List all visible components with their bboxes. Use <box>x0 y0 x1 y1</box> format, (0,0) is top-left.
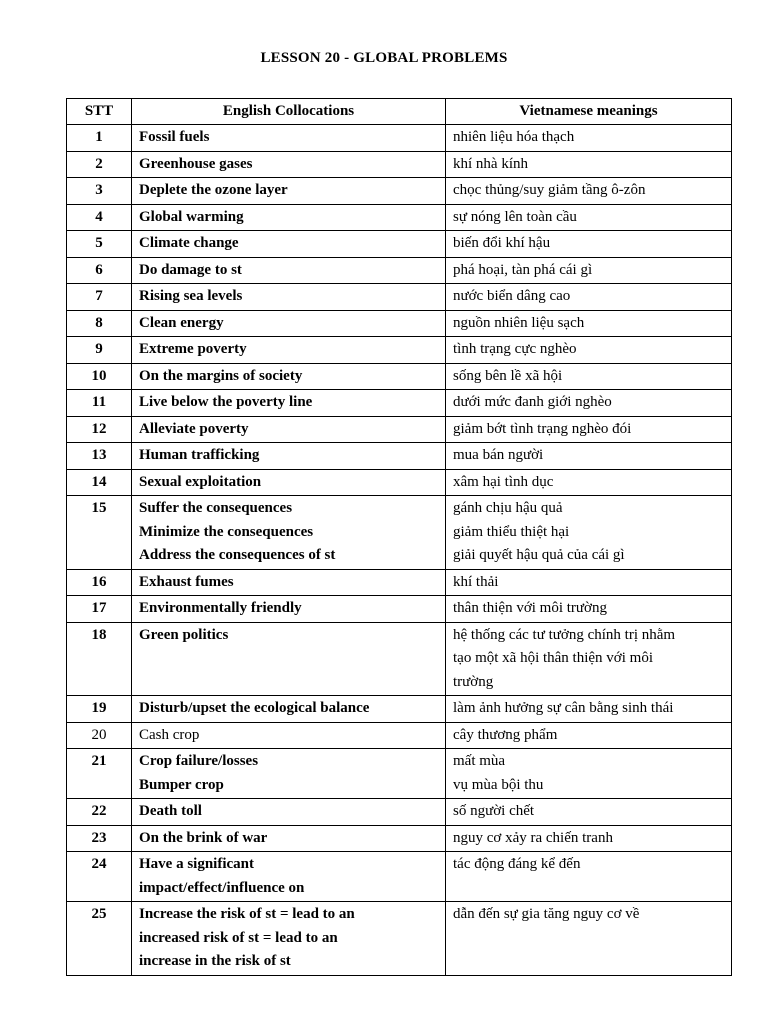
english-collocation-cell <box>132 204 446 231</box>
table-row <box>67 722 732 749</box>
english-collocation-cell <box>132 825 446 852</box>
english-collocation-cell <box>132 496 446 570</box>
row-number: 21 <box>67 749 132 799</box>
vietnamese-meaning: mất mùa <box>453 753 506 769</box>
vietnamese-meaning: tình trạng cực nghèo <box>453 341 577 357</box>
table-row <box>67 363 732 390</box>
table-row <box>67 231 732 258</box>
english-collocation: Greenhouse gases <box>139 155 253 172</box>
table-row <box>67 337 732 364</box>
row-number: 9 <box>67 337 132 364</box>
vietnamese-meaning-cell <box>446 469 732 496</box>
vietnamese-meaning-cell <box>446 696 732 723</box>
vietnamese-meaning-cell <box>446 390 732 417</box>
row-number: 24 <box>67 852 132 902</box>
vietnamese-meaning: xâm hại tình dục <box>453 473 554 490</box>
english-collocation: Alleviate poverty <box>139 420 249 437</box>
english-collocation-cell <box>132 799 446 826</box>
english-collocation-cell <box>132 469 446 496</box>
english-collocation-cell <box>132 696 446 723</box>
english-collocation: Death toll <box>139 803 202 819</box>
table-row <box>67 257 732 284</box>
table-body <box>67 125 732 976</box>
table-row <box>67 569 732 596</box>
vietnamese-meaning-cell <box>446 204 732 231</box>
vietnamese-meaning: khí nhà kính <box>453 155 528 172</box>
vietnamese-meaning: nguy cơ xảy ra chiến tranh <box>453 829 613 846</box>
vietnamese-meaning: dẫn đến sự gia tăng nguy cơ về <box>453 906 640 922</box>
row-number: 2 <box>67 151 132 178</box>
vietnamese-meaning-cell <box>446 337 732 364</box>
row-number: 3 <box>67 178 132 205</box>
vietnamese-meaning-cell <box>446 799 732 826</box>
vietnamese-meaning: tạo một xã hội thân thiện với môi <box>453 650 653 666</box>
row-number: 5 <box>67 231 132 258</box>
table-row <box>67 469 732 496</box>
vietnamese-meaning-cell <box>446 178 732 205</box>
english-collocation: On the margins of society <box>139 367 303 384</box>
vietnamese-meaning-cell <box>446 443 732 470</box>
row-number: 1 <box>67 125 132 152</box>
english-collocation: Rising sea levels <box>139 288 243 304</box>
vocabulary-table <box>66 98 732 976</box>
english-collocation: impact/effect/influence on <box>139 879 305 896</box>
vietnamese-meaning: nguồn nhiên liệu sạch <box>453 314 585 331</box>
vietnamese-meaning: gánh chịu hậu quả <box>453 500 563 516</box>
vietnamese-meaning: biến đổi khí hậu <box>453 235 551 251</box>
vietnamese-meaning: giảm bớt tình trạng nghèo đói <box>453 420 632 437</box>
vietnamese-meaning-cell <box>446 151 732 178</box>
row-number: 6 <box>67 257 132 284</box>
vietnamese-meaning-cell <box>446 416 732 443</box>
vietnamese-meaning: phá hoại, tàn phá cái gì <box>453 261 593 278</box>
table-row <box>67 390 732 417</box>
english-collocation: Disturb/upset the ecological balance <box>139 700 370 716</box>
table-row <box>67 416 732 443</box>
english-collocation: Bumper crop <box>139 776 224 793</box>
english-collocation-cell <box>132 722 446 749</box>
row-number: 14 <box>67 469 132 496</box>
vietnamese-meaning: làm ảnh hưởng sự cân bằng sinh thái <box>453 700 674 716</box>
vietnamese-meaning: giải quyết hậu quả của cái gì <box>453 547 625 563</box>
vietnamese-meaning: mua bán người <box>453 447 544 463</box>
row-number: 4 <box>67 204 132 231</box>
english-collocation-cell <box>132 125 446 152</box>
table-row <box>67 696 732 723</box>
table-row <box>67 443 732 470</box>
vietnamese-meaning-cell <box>446 363 732 390</box>
vietnamese-meaning: giảm thiểu thiệt hại <box>453 523 570 540</box>
english-collocation: Deplete the ozone layer <box>139 182 288 198</box>
vietnamese-meaning-cell <box>446 284 732 311</box>
english-collocation: Suffer the consequences <box>139 500 293 516</box>
english-collocation-cell <box>132 337 446 364</box>
vietnamese-meaning-cell <box>446 749 732 799</box>
table-row <box>67 852 732 902</box>
row-number: 17 <box>67 596 132 623</box>
row-number: 8 <box>67 310 132 337</box>
vietnamese-meaning-cell <box>446 622 732 696</box>
vietnamese-meaning: nhiên liệu hóa thạch <box>453 129 575 145</box>
row-number: 23 <box>67 825 132 852</box>
english-collocation: Green politics <box>139 626 229 643</box>
vietnamese-meaning: tác động đáng kể đến <box>453 856 581 872</box>
table-row <box>67 622 732 696</box>
row-number: 7 <box>67 284 132 311</box>
english-collocation: Environmentally friendly <box>139 600 302 616</box>
table-row <box>67 749 732 799</box>
page-title: LESSON 20 - GLOBAL PROBLEMS <box>260 50 508 66</box>
english-collocation: Crop failure/losses <box>139 753 259 769</box>
vietnamese-meaning: sự nóng lên toàn cầu <box>453 208 577 225</box>
vietnamese-meaning: khí thải <box>453 573 499 590</box>
english-collocation: Clean energy <box>139 314 224 331</box>
vietnamese-meaning: thân thiện với môi trường <box>453 600 607 616</box>
english-collocation-cell <box>132 390 446 417</box>
row-number: 20 <box>67 722 132 749</box>
table-row <box>67 284 732 311</box>
row-number: 18 <box>67 622 132 696</box>
english-collocation: Have a significant <box>139 856 254 872</box>
english-collocation: On the brink of war <box>139 829 268 846</box>
english-collocation-cell <box>132 749 446 799</box>
english-collocation-cell <box>132 363 446 390</box>
english-collocation: Sexual exploitation <box>139 473 262 490</box>
row-number: 22 <box>67 799 132 826</box>
table-row <box>67 799 732 826</box>
english-collocation: Exhaust fumes <box>139 573 234 590</box>
english-collocation: Extreme poverty <box>139 341 247 357</box>
row-number: 13 <box>67 443 132 470</box>
english-collocation: increased risk of st = lead to an <box>139 929 338 946</box>
header-vietnamese-meanings: Vietnamese meanings <box>446 99 732 125</box>
table-row <box>67 151 732 178</box>
header-english-collocations: English Collocations <box>132 99 446 125</box>
english-collocation: Climate change <box>139 235 239 251</box>
vietnamese-meaning-cell <box>446 231 732 258</box>
vietnamese-meaning-cell <box>446 902 732 976</box>
english-collocation: Do damage to st <box>139 261 242 278</box>
row-number: 25 <box>67 902 132 976</box>
table-row <box>67 825 732 852</box>
english-collocation: Human trafficking <box>139 447 260 463</box>
english-collocation-cell <box>132 151 446 178</box>
vietnamese-meaning-cell <box>446 852 732 902</box>
english-collocation: Address the consequences of st <box>139 547 336 563</box>
english-collocation: Live below the poverty line <box>139 394 313 410</box>
english-collocation-cell <box>132 852 446 902</box>
english-collocation: Cash crop <box>139 726 200 743</box>
english-collocation: Global warming <box>139 208 244 225</box>
row-number: 19 <box>67 696 132 723</box>
table-row <box>67 178 732 205</box>
table-row <box>67 596 732 623</box>
table-row <box>67 902 732 976</box>
english-collocation: increase in the risk of st <box>139 953 291 969</box>
english-collocation-cell <box>132 569 446 596</box>
row-number: 10 <box>67 363 132 390</box>
vietnamese-meaning: vụ mùa bội thu <box>453 776 544 793</box>
english-collocation-cell <box>132 231 446 258</box>
vietnamese-meaning: chọc thủng/suy giảm tầng ô-zôn <box>453 182 646 198</box>
vietnamese-meaning: nước biển dâng cao <box>453 288 571 304</box>
vietnamese-meaning-cell <box>446 310 732 337</box>
english-collocation-cell <box>132 310 446 337</box>
vietnamese-meaning-cell <box>446 125 732 152</box>
vietnamese-meaning-cell <box>446 596 732 623</box>
english-collocation-cell <box>132 257 446 284</box>
table-row <box>67 125 732 152</box>
table-row <box>67 204 732 231</box>
english-collocation-cell <box>132 416 446 443</box>
english-collocation: Fossil fuels <box>139 129 210 145</box>
vietnamese-meaning: hệ thống các tư tưởng chính trị nhằm <box>453 626 676 643</box>
table-header-row <box>67 99 732 125</box>
vietnamese-meaning: số người chết <box>453 803 535 819</box>
english-collocation-cell <box>132 284 446 311</box>
header-stt: STT <box>67 99 132 125</box>
vietnamese-meaning-cell <box>446 825 732 852</box>
vietnamese-meaning: cây thương phẩm <box>453 726 558 743</box>
vietnamese-meaning-cell <box>446 722 732 749</box>
english-collocation-cell <box>132 622 446 696</box>
english-collocation-cell <box>132 443 446 470</box>
vietnamese-meaning-cell <box>446 257 732 284</box>
english-collocation-cell <box>132 596 446 623</box>
table-row <box>67 496 732 570</box>
english-collocation-cell <box>132 902 446 976</box>
table-row <box>67 310 732 337</box>
row-number: 12 <box>67 416 132 443</box>
row-number: 16 <box>67 569 132 596</box>
row-number: 15 <box>67 496 132 570</box>
vietnamese-meaning-cell <box>446 496 732 570</box>
english-collocation-cell <box>132 178 446 205</box>
english-collocation: Increase the risk of st = lead to an <box>139 906 355 922</box>
vietnamese-meaning-cell <box>446 569 732 596</box>
english-collocation: Minimize the consequences <box>139 523 314 540</box>
vietnamese-meaning: sống bên lề xã hội <box>453 367 563 384</box>
vietnamese-meaning: dưới mức đanh giới nghèo <box>453 394 612 410</box>
vietnamese-meaning: trường <box>453 673 494 690</box>
row-number: 11 <box>67 390 132 417</box>
